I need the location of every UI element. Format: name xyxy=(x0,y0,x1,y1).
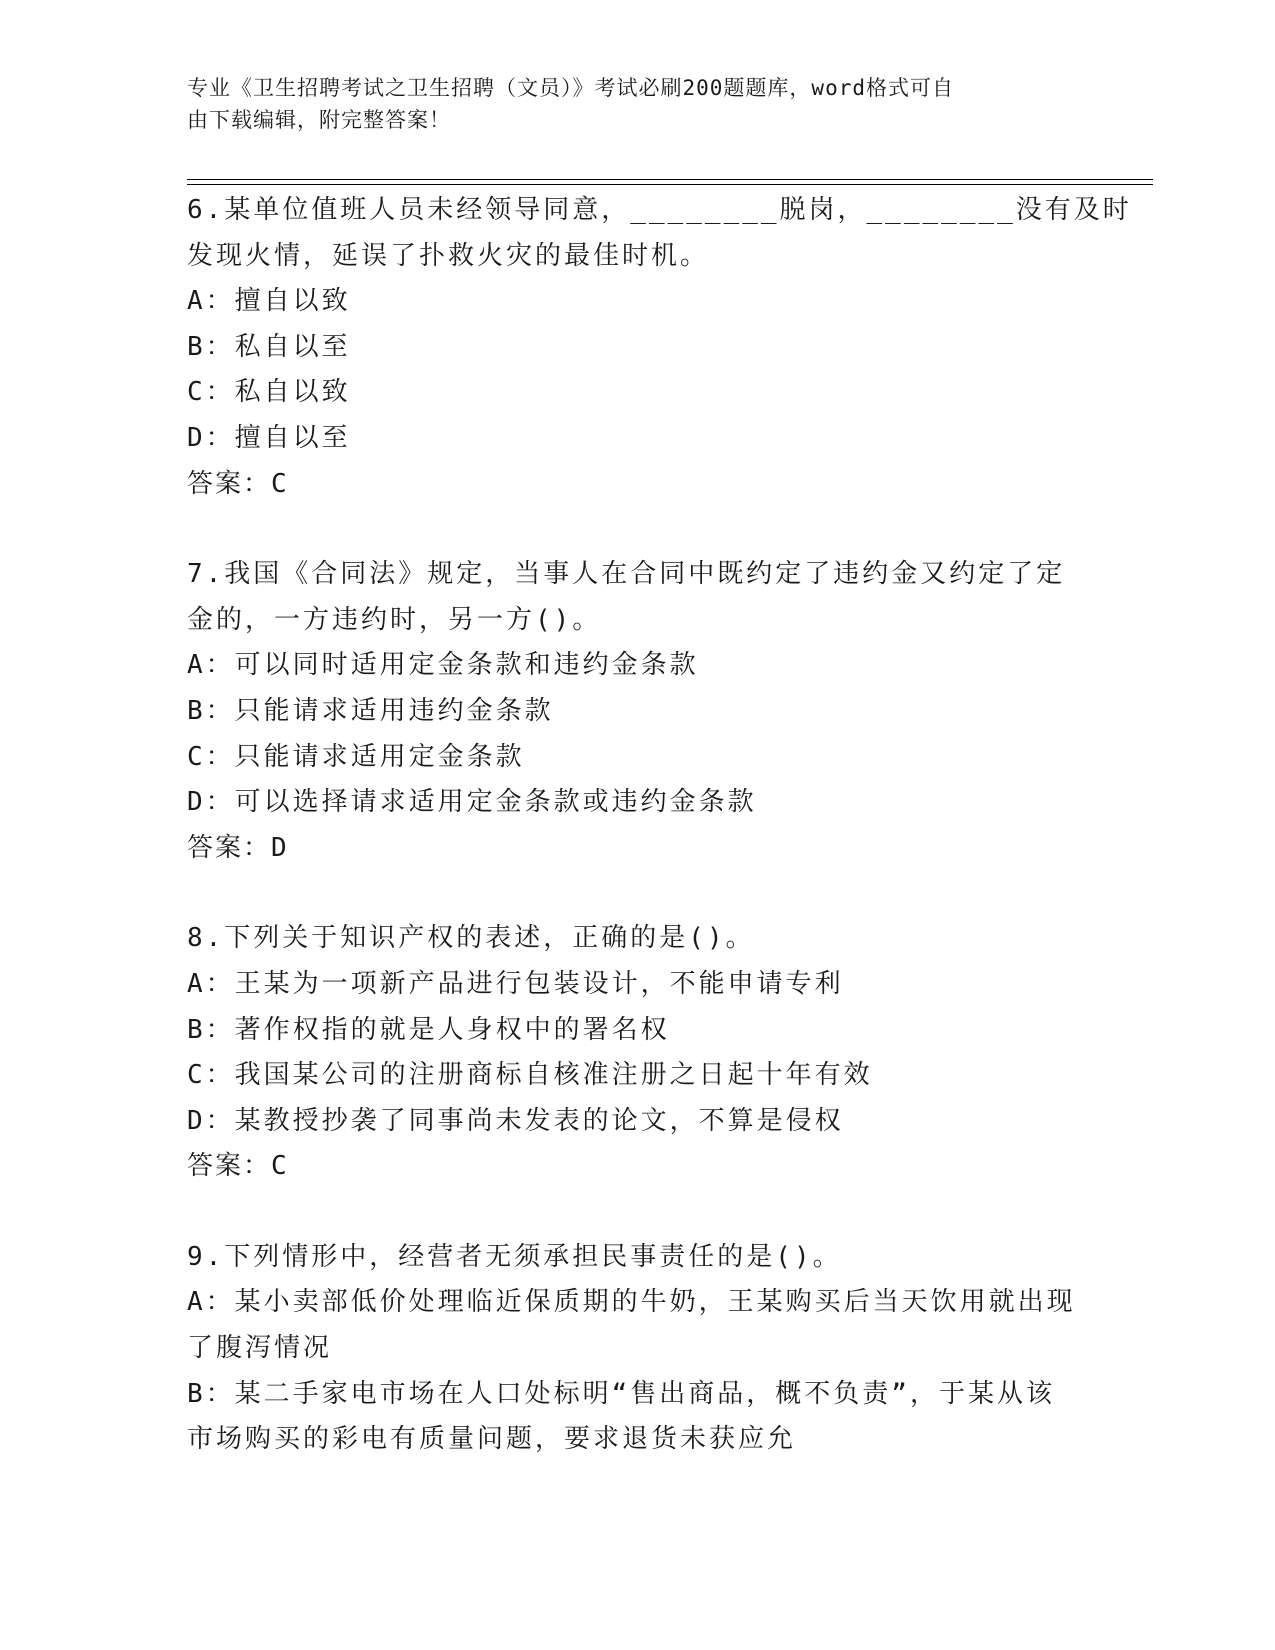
option-d: D：某教授抄袭了同事尚未发表的论文，不算是侵权 xyxy=(187,1105,844,1136)
question-stem-line: 发现火情，延误了扑救火灾的最佳时机。 xyxy=(187,240,710,271)
question-stem-line: 6.某单位值班人员未经领导同意，________脱岗，________没有及时 xyxy=(187,195,1132,225)
question-stem-line: 金的，一方违约时，另一方()。 xyxy=(187,604,602,635)
option-a: A：擅自以致 xyxy=(187,286,351,317)
option-b: B：私自以至 xyxy=(187,331,351,362)
option-a-line: 了腹泻情况 xyxy=(187,1333,333,1364)
document-header xyxy=(187,72,1067,136)
option-a-line: A：某小卖部低价处理临近保质期的牛奶，王某购买后当天饮用就出现 xyxy=(187,1287,1076,1318)
option-b: B：著作权指的就是人身权中的署名权 xyxy=(187,1014,670,1045)
question-7 xyxy=(187,552,1087,871)
question-stem-line: 9.下列情形中，经营者无须承担民事责任的是()。 xyxy=(187,1241,842,1272)
answer-label: 答案：D xyxy=(187,832,289,863)
header-divider-bottom xyxy=(187,184,1153,185)
option-d: D：可以选择请求适用定金条款或违约金条款 xyxy=(187,787,757,818)
question-list xyxy=(187,188,1132,1508)
option-b-line: 市场购买的彩电有质量问题，要求退货未获应允 xyxy=(187,1424,797,1455)
header-line-2: 由下载编辑，附完整答案！ xyxy=(187,108,451,132)
option-a: A：王某为一项新产品进行包装设计，不能申请专利 xyxy=(187,968,844,999)
answer-label: 答案：C xyxy=(187,1151,289,1182)
option-d: D：擅自以至 xyxy=(187,422,351,453)
option-c: C：私自以致 xyxy=(187,377,351,408)
answer-label: 答案：C xyxy=(187,468,289,499)
option-c: C：我国某公司的注册商标自核准注册之日起十年有效 xyxy=(187,1060,873,1091)
option-a: A：可以同时适用定金条款和违约金条款 xyxy=(187,650,699,681)
question-6 xyxy=(187,188,1132,507)
question-stem-line: 7.我国《合同法》规定，当事人在合同中既约定了违约金又约定了定 xyxy=(187,559,1066,590)
option-c: C：只能请求适用定金条款 xyxy=(187,741,525,772)
option-b-line: B：某二手家电市场在人口处标明“售出商品，概不负责”，于某从该 xyxy=(187,1378,1055,1409)
header-divider-top xyxy=(187,179,1153,180)
question-8 xyxy=(187,916,1087,1190)
question-stem-line: 8.下列关于知识产权的表述，正确的是()。 xyxy=(187,923,755,954)
question-9 xyxy=(187,1235,1087,1463)
option-b: B：只能请求适用违约金条款 xyxy=(187,695,554,726)
header-line-1: 专业《卫生招聘考试之卫生招聘（文员）》考试必刷200题题库，word格式可自 xyxy=(187,76,954,100)
